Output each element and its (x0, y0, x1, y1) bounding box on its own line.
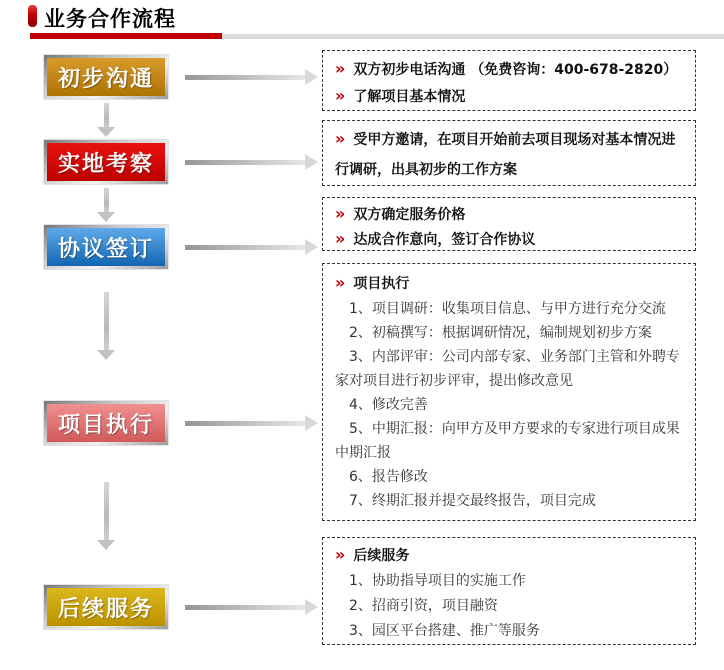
step-label-agreement-signing: 协议签订 (47, 228, 165, 266)
step-box-agreement-signing (44, 225, 168, 269)
list-item: 1、项目调研：收集项目信息、与甲方进行充分交流 (349, 301, 666, 317)
chevron-icon: » (335, 129, 346, 148)
list-item: 3、内部评审：公司内部专家、业务部门主管和外聘专家对项目进行初步评审，提出修改意见 (335, 349, 680, 389)
detail-box-agreement-signing (322, 197, 696, 251)
list-item: 5、中期汇报：向甲方及甲方要求的专家进行项目成果中期汇报 (335, 421, 680, 461)
bullet-text: 达成合作意向，签订合作协议 (353, 232, 536, 248)
detail-box-follow-up-service (322, 537, 696, 645)
title-underline-red (30, 33, 222, 39)
step-label-follow-up-service: 后续服务 (47, 588, 165, 626)
bullet-line (335, 56, 683, 83)
down-arrow-icon (96, 292, 116, 360)
step-label-initial-communication: 初步沟通 (47, 58, 165, 96)
bullet-text: 双方确定服务价格 (353, 207, 466, 223)
detail-box-site-inspection (322, 120, 696, 186)
right-arrow-icon (185, 239, 318, 255)
down-arrow-icon (96, 482, 116, 550)
bullet-line (335, 83, 683, 110)
bullet-line (335, 227, 683, 252)
bullet-line (335, 270, 683, 297)
step-box-follow-up-service (44, 585, 168, 629)
page-title: 业务合作流程 (44, 7, 176, 31)
bullet-line (335, 202, 683, 227)
bullet-text: 后续服务 (353, 548, 410, 564)
step-box-initial-communication (44, 55, 168, 99)
bullet-line (335, 542, 683, 569)
chevron-icon: » (335, 86, 346, 105)
right-arrow-icon (185, 599, 318, 615)
title-underline-gray (222, 34, 724, 39)
list-item: 2、招商引资，项目融资 (349, 598, 498, 614)
step-label-site-inspection: 实地考察 (47, 143, 165, 181)
bullet-text: 受甲方邀请，在项目开始前去项目现场对基本情况进行调研，出具初步的工作方案 (335, 132, 676, 178)
title-accent-bar-icon (28, 5, 37, 27)
bullet-text: 双方初步电话沟通 （免费咨询：400-678-2820） (353, 62, 678, 78)
right-arrow-icon (185, 154, 318, 170)
step-box-project-execution (44, 401, 168, 445)
list-item: 6、报告修改 (349, 469, 428, 485)
list-item: 4、修改完善 (349, 397, 428, 413)
chevron-icon: » (335, 273, 346, 292)
right-arrow-icon (185, 415, 318, 431)
bullet-line (335, 124, 683, 185)
right-arrow-icon (185, 69, 318, 85)
list-item: 1、协助指导项目的实施工作 (349, 573, 526, 589)
down-arrow-icon (96, 103, 116, 137)
chevron-icon: » (335, 204, 346, 223)
list-item: 2、初稿撰写：根据调研情况，编制规划初步方案 (349, 325, 652, 341)
down-arrow-icon (96, 188, 116, 222)
detail-box-initial-communication (322, 50, 696, 111)
bullet-text: 了解项目基本情况 (353, 89, 466, 105)
step-box-site-inspection (44, 140, 168, 184)
list-item: 7、终期汇报并提交最终报告，项目完成 (349, 493, 596, 509)
list-item: 3、园区平台搭建、推广等服务 (349, 623, 540, 639)
chevron-icon: » (335, 59, 346, 78)
chevron-icon: » (335, 545, 346, 564)
detail-box-project-execution (322, 263, 696, 521)
step-label-project-execution: 项目执行 (47, 404, 165, 442)
bullet-text: 项目执行 (353, 276, 410, 292)
chevron-icon: » (335, 229, 346, 248)
